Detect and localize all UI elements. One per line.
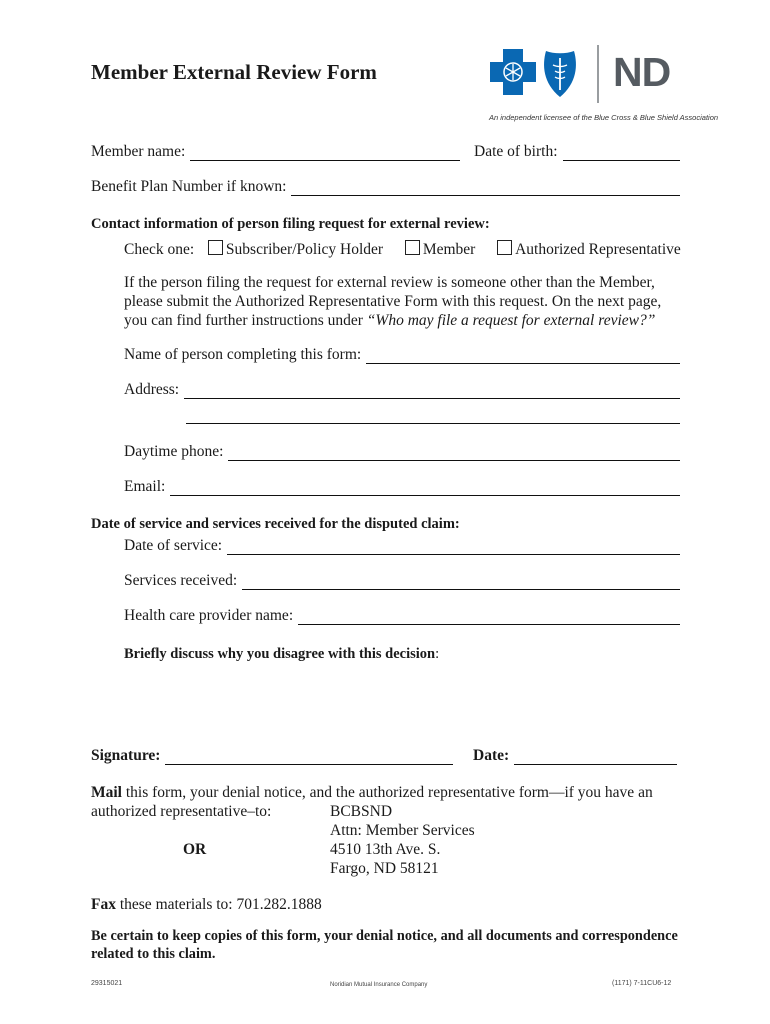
date-of-service-field[interactable]: [124, 537, 680, 555]
name-completing-label: Name of person completing this form:: [124, 346, 362, 363]
footer-code: (1171) 7-11CU6-12: [612, 980, 672, 987]
name-completing-field[interactable]: [124, 346, 680, 364]
fax-bold: Fax: [91, 896, 116, 913]
signature-date-label: Date:: [473, 747, 510, 764]
address-line-2[interactable]: [186, 423, 680, 424]
benefit-plan-field[interactable]: [91, 178, 680, 196]
disagree-prompt-bold: Briefly discuss why you disagree with this decision: [124, 646, 436, 662]
fax-instructions: [91, 896, 322, 914]
address-label: Address:: [124, 381, 180, 398]
signature-date-field[interactable]: [473, 747, 677, 765]
instructions-line-2: please submit the Authorized Representative Form with this request. On the next page,: [124, 293, 662, 310]
daytime-phone-field[interactable]: [124, 443, 680, 461]
date-of-birth-field[interactable]: [474, 143, 680, 161]
signature-field[interactable]: [91, 747, 453, 765]
instructions-line-3-italic: “Who may file a request for external review?”: [366, 312, 656, 329]
mail-instructions-line-2: authorized representative–to:: [91, 803, 272, 820]
date-of-birth-label: Date of birth:: [474, 143, 558, 160]
email-field[interactable]: [124, 478, 680, 496]
footer-company: Noridian Mutual Insurance Company: [330, 982, 428, 988]
benefit-plan-label: Benefit Plan Number if known:: [91, 178, 287, 195]
authorized-rep-option-label: Authorized Representative: [515, 241, 681, 258]
member-checkbox[interactable]: [405, 240, 420, 255]
address-field[interactable]: [124, 381, 680, 399]
mail-address-line-3: 4510 13th Ave. S.: [330, 841, 441, 858]
bcbs-logo: [489, 45, 679, 107]
disagree-prompt: [124, 645, 439, 663]
mail-instructions-line-1: [91, 784, 653, 802]
keep-copies-notice-line-1: Be certain to keep copies of this form, your denial notice, and all documents and correspondence: [91, 928, 678, 944]
or-label: OR: [183, 841, 207, 858]
instructions-line-1: If the person filing the request for external review is someone other than the Member,: [124, 274, 655, 291]
mail-address-line-2: Attn: Member Services: [330, 822, 475, 839]
member-name-field[interactable]: [91, 143, 460, 161]
services-received-field[interactable]: [124, 572, 680, 590]
disagree-prompt-colon: :: [435, 646, 440, 662]
service-heading: Date of service and services received for the disputed claim:: [91, 516, 460, 532]
subscriber-checkbox[interactable]: [208, 240, 223, 255]
footer-form-number: 29315021: [91, 980, 123, 987]
nd-logo-text: ND: [613, 49, 671, 95]
subscriber-option-label: Subscriber/Policy Holder: [225, 241, 384, 258]
provider-name-label: Health care provider name:: [124, 607, 294, 624]
page-title: Member External Review Form: [91, 60, 377, 84]
services-received-label: Services received:: [124, 572, 238, 589]
contact-heading: Contact information of person filing request for external review:: [91, 216, 490, 232]
instructions-line-3: [124, 312, 655, 330]
licensee-tagline: An independent licensee of the Blue Cross & Blue Shield Association: [489, 113, 719, 122]
disagree-response-area[interactable]: [124, 668, 680, 738]
mail-bold: Mail: [91, 784, 122, 801]
signature-label: Signature:: [91, 747, 161, 764]
check-one-row: [124, 240, 681, 259]
instructions-line-3-text: you can find further instructions under: [124, 312, 367, 329]
member-name-label: Member name:: [91, 143, 186, 160]
provider-name-field[interactable]: [124, 607, 680, 625]
member-option-label: Member: [422, 241, 476, 258]
keep-copies-notice-line-2: related to this claim.: [91, 946, 216, 962]
daytime-phone-label: Daytime phone:: [124, 443, 224, 460]
date-of-service-label: Date of service:: [124, 537, 223, 554]
check-one-label: Check one:: [124, 241, 195, 258]
mail-address-line-4: Fargo, ND 58121: [330, 860, 439, 877]
mail-address-line-1: BCBSND: [330, 803, 393, 820]
email-label: Email:: [124, 478, 166, 495]
authorized-representative-checkbox[interactable]: [497, 240, 512, 255]
fax-rest: these materials to: 701.282.1888: [115, 896, 322, 913]
mail-rest: this form, your denial notice, and the authorized representative form—if you have an: [122, 784, 653, 801]
